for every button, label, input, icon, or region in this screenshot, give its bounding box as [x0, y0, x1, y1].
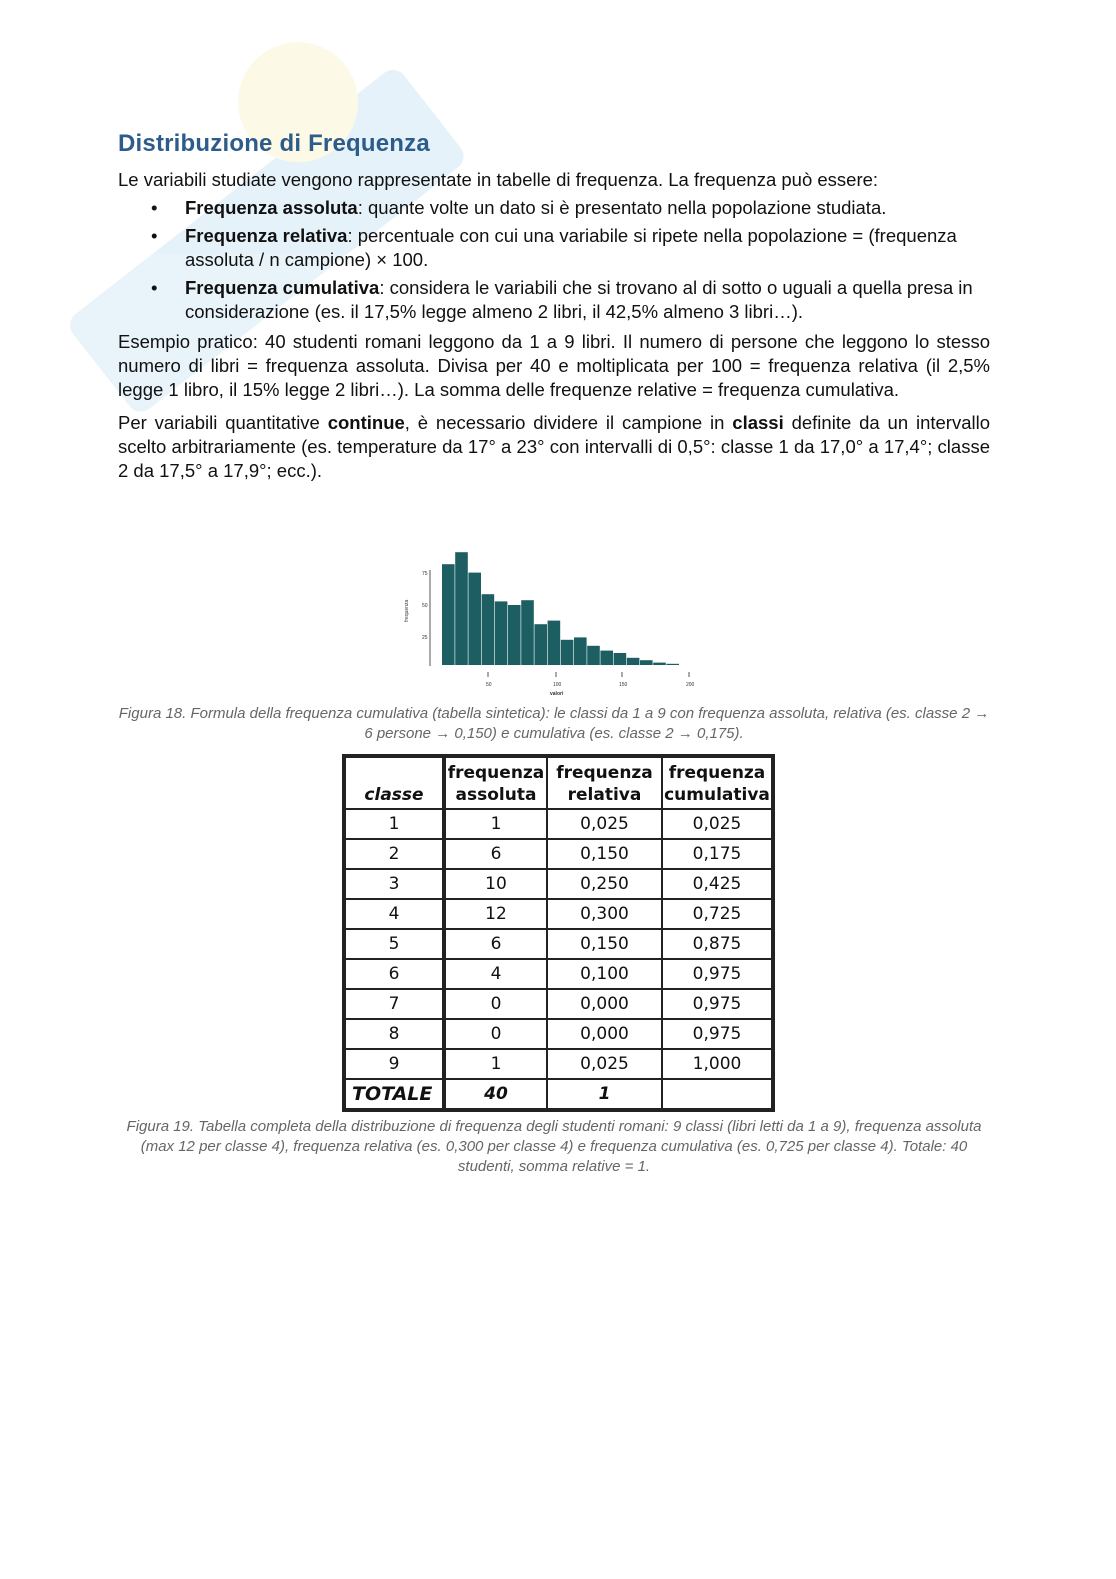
table-cell: 0,975 — [662, 959, 772, 989]
table-cell: 6 — [444, 839, 547, 869]
table-total-row — [345, 1079, 772, 1109]
bullet-icon: • — [151, 277, 158, 298]
x-axis-label: valori — [550, 691, 564, 697]
list-item — [118, 196, 990, 220]
column-header — [662, 757, 772, 809]
histogram-bar — [653, 663, 666, 665]
histogram-bar — [455, 552, 468, 665]
table-cell: 0 — [444, 989, 547, 1019]
table-cell: 4 — [444, 959, 547, 989]
table-cell: 40 — [444, 1079, 547, 1109]
table-row — [345, 1049, 772, 1079]
table-cell: 3 — [345, 869, 444, 899]
frequency-types-list — [118, 196, 990, 324]
header-text: frequenza — [447, 763, 545, 783]
table-cell: 1 — [444, 809, 547, 839]
column-header — [345, 757, 444, 809]
table-row — [345, 839, 772, 869]
list-item — [118, 224, 990, 272]
table-cell: 0,975 — [662, 1019, 772, 1049]
table-cell: 0 — [444, 1019, 547, 1049]
bold-term: classi — [732, 412, 784, 433]
figure-19-caption: Figura 19. Tabella completa della distribuzione di frequenza degli studenti romani: 9 classi (libri letti da 1 a 9), frequenza assoluta (max 12 per classe 4), frequenza relativa (es. 0,300 per classe 4) e frequenza cumulativa (es. 0,725 per classe 4). Totale: 40 studenti, somma relative = 1. — [126, 1118, 982, 1175]
histogram-bar — [574, 637, 587, 665]
list-item — [118, 276, 990, 324]
table-cell: 1 — [345, 809, 444, 839]
table-cell: 1 — [547, 1079, 662, 1109]
table-cell: 10 — [444, 869, 547, 899]
histogram-bar — [495, 601, 508, 665]
histogram-bar — [442, 564, 455, 665]
table-cell: 0,100 — [547, 959, 662, 989]
y-tick-label: 75 — [422, 571, 428, 577]
text-run: definite da un intervallo scelto arbitrariamente (es. temperature da 17° a 23° con intervalli di 0,5°: classe 1 da 17,0° a 17,4°; classe 2 da 17,5° a 17,9°; ecc.). — [118, 412, 990, 481]
histogram-bar — [614, 653, 627, 665]
table-cell: 4 — [345, 899, 444, 929]
histogram-bar — [600, 651, 613, 665]
table-cell: 0,975 — [662, 989, 772, 1019]
histogram-bar — [468, 573, 481, 665]
histogram-bar — [640, 660, 653, 665]
x-tick-label: 100 — [553, 682, 562, 688]
y-tick-label: 50 — [422, 603, 428, 609]
table-cell: 0,150 — [547, 929, 662, 959]
table-cell: 0,725 — [662, 899, 772, 929]
example-paragraph: Esempio pratico: 40 studenti romani leggono da 1 a 9 libri. Il numero di persone che leggono lo stesso numero di libri = frequenza assoluta. Divisa per 40 e moltiplicata per 100 = frequenza relativa (il 2,5% legge 1 libro, il 15% legge 2 libri…). La somma delle frequenze relative = frequenza cumulativa. — [118, 331, 990, 400]
column-header — [444, 757, 547, 809]
histogram-bar — [521, 600, 534, 665]
table-row — [345, 809, 772, 839]
continuous-paragraph — [118, 411, 990, 483]
term: Frequenza cumulativa — [185, 277, 380, 298]
table-cell: 12 — [444, 899, 547, 929]
header-text: assoluta — [455, 785, 537, 805]
table-cell — [662, 1079, 772, 1109]
table-cell: 0,425 — [662, 869, 772, 899]
table-cell: 5 — [345, 929, 444, 959]
table-row — [345, 959, 772, 989]
table-cell: 0,000 — [547, 1019, 662, 1049]
histogram-bar — [548, 621, 561, 665]
intro-paragraph: Le variabili studiate vengono rappresentate in tabelle di frequenza. La frequenza può essere: — [118, 169, 879, 190]
bold-term: continue — [327, 412, 405, 433]
text-run: Per variabili quantitative — [118, 412, 328, 433]
table-cell: 8 — [345, 1019, 444, 1049]
histogram-bar — [561, 640, 574, 665]
table-cell: 0,300 — [547, 899, 662, 929]
header-text: frequenza — [668, 763, 766, 783]
histogram-bar — [627, 658, 640, 665]
y-tick-label: 25 — [422, 635, 428, 641]
table-cell: 0,875 — [662, 929, 772, 959]
x-tick-label: 50 — [486, 682, 492, 688]
definition: : percentuale con cui una variabile si ripete nella popolazione = (frequenza assoluta / n campione) × 100. — [185, 225, 957, 270]
header-text: relativa — [567, 785, 642, 805]
table-cell: 9 — [345, 1049, 444, 1079]
table-cell: 7 — [345, 989, 444, 1019]
table-cell: 2 — [345, 839, 444, 869]
table-row — [345, 1019, 772, 1049]
table-row — [345, 989, 772, 1019]
histogram-bar — [587, 646, 600, 665]
y-axis-label: frequenza — [404, 599, 410, 622]
header-text: frequenza — [556, 763, 653, 783]
definition: : quante volte un dato si è presentato nella popolazione studiata. — [357, 197, 887, 218]
table-cell: 6 — [345, 959, 444, 989]
column-header — [547, 757, 662, 809]
histogram-figure — [400, 534, 700, 702]
table-cell: 1,000 — [662, 1049, 772, 1079]
histogram-bar — [534, 624, 547, 665]
document-page — [118, 128, 990, 483]
table-row — [345, 929, 772, 959]
x-tick-label: 150 — [619, 682, 628, 688]
bullet-icon: • — [151, 197, 158, 218]
header-text: cumulativa — [664, 785, 770, 805]
term: Frequenza relativa — [185, 225, 348, 246]
figure-18-caption: Figura 18. Formula della frequenza cumulativa (tabella sintetica): le classi da 1 a 9 con frequenza assoluta, relativa (es. classe 2 → 6 persone → 0,150) e cumulativa (es. classe 2 → 0,175). — [118, 705, 990, 742]
table-cell: 0,025 — [547, 1049, 662, 1079]
histogram-bar — [666, 664, 679, 665]
table-header-row — [345, 757, 772, 809]
frequency-table — [344, 756, 773, 1110]
header-text: classe — [364, 785, 424, 805]
table-cell: 0,150 — [547, 839, 662, 869]
table-row — [345, 869, 772, 899]
table-cell: 0,000 — [547, 989, 662, 1019]
table-cell: 0,250 — [547, 869, 662, 899]
table-cell: 6 — [444, 929, 547, 959]
table-cell: 0,175 — [662, 839, 772, 869]
table-row — [345, 899, 772, 929]
histogram-bar — [482, 594, 495, 665]
table-cell: 0,025 — [547, 809, 662, 839]
table-cell: 1 — [444, 1049, 547, 1079]
section-title: Distribuzione di Frequenza — [118, 130, 430, 157]
definition: : considera le variabili che si trovano al di sotto o uguali a quella presa in considerazione (es. il 17,5% legge almeno 2 libri, il 42,5% almeno 3 libri…). — [185, 277, 973, 322]
text-run: , è necessario dividere il campione in — [404, 412, 733, 433]
histogram-bars — [442, 552, 679, 665]
histogram-chart — [400, 534, 700, 702]
x-tick-label: 200 — [686, 682, 695, 688]
total-label: TOTALE — [345, 1079, 444, 1109]
bullet-icon: • — [151, 225, 158, 246]
histogram-bar — [508, 605, 521, 665]
term: Frequenza assoluta — [185, 197, 358, 218]
table-cell: 0,025 — [662, 809, 772, 839]
